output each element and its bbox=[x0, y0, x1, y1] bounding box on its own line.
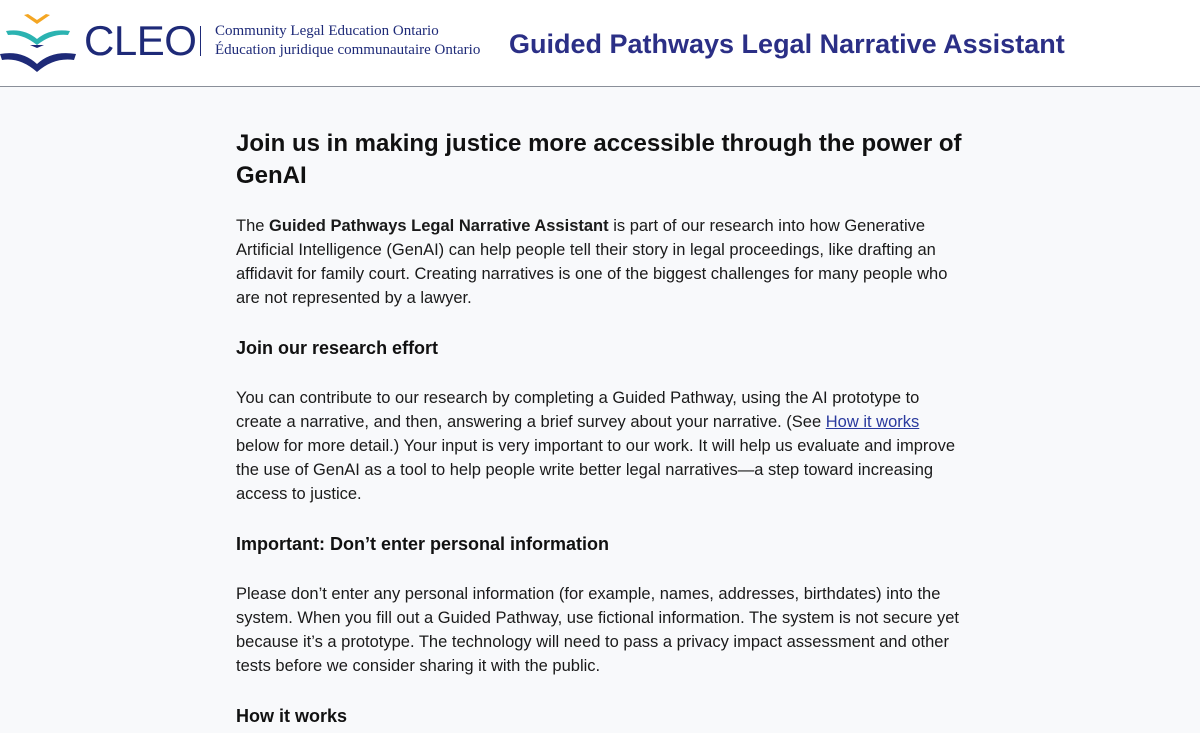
org-name-english: Community Legal Education Ontario bbox=[215, 23, 439, 39]
main-content bbox=[236, 88, 966, 728]
privacy-heading: Important: Don’t enter personal information bbox=[236, 534, 610, 554]
intro-suffix: is part of our research into how Generative Artificial Intelligence (GenAI) can help people tell their story in legal proceedings, like drafting an affidavit for family court. Creating narratives is one of the biggest challenges for many people who are not represented by a lawyer. bbox=[236, 217, 948, 307]
research-heading: Join our research effort bbox=[236, 338, 439, 358]
cleo-logo-icon[interactable] bbox=[0, 12, 80, 74]
page-heading: Join us in making justice more accessible through the power of GenAI bbox=[236, 130, 962, 189]
how-it-works-link[interactable]: How it works bbox=[825, 413, 920, 431]
how-it-works-heading: How it works bbox=[236, 706, 348, 726]
app-title: Guided Pathways Legal Narrative Assistant bbox=[509, 29, 1065, 59]
logo-divider bbox=[200, 26, 201, 56]
logo-wordmark[interactable]: CLEO bbox=[84, 17, 197, 64]
org-name bbox=[215, 22, 480, 60]
research-paragraph bbox=[236, 386, 966, 506]
org-name-french: Éducation juridique communautaire Ontario bbox=[215, 42, 481, 58]
intro-bold-title: Guided Pathways Legal Narrative Assistant bbox=[269, 217, 609, 235]
intro-prefix: The bbox=[236, 217, 270, 235]
privacy-paragraph: Please don’t enter any personal information (for example, names, addresses, birthdates) into the system. When you fill out a Guided Pathway, use fictional information. The system is not secure yet because it’s a prototype. The technology will need to pass a privacy impact assessment and other tests before we consider sharing it with the public. bbox=[236, 585, 959, 675]
site-header bbox=[0, 0, 1200, 87]
research-text-after: below for more detail.) Your input is very important to our work. It will help us evaluate and improve the use of GenAI as a tool to help people write better legal narratives—a step toward increasing access to justice. bbox=[236, 437, 956, 503]
intro-paragraph bbox=[236, 214, 966, 310]
research-text-before: You can contribute to our research by completing a Guided Pathway, using the AI prototype to create a narrative, and then, answering a brief survey about your narrative. (See bbox=[236, 389, 920, 431]
